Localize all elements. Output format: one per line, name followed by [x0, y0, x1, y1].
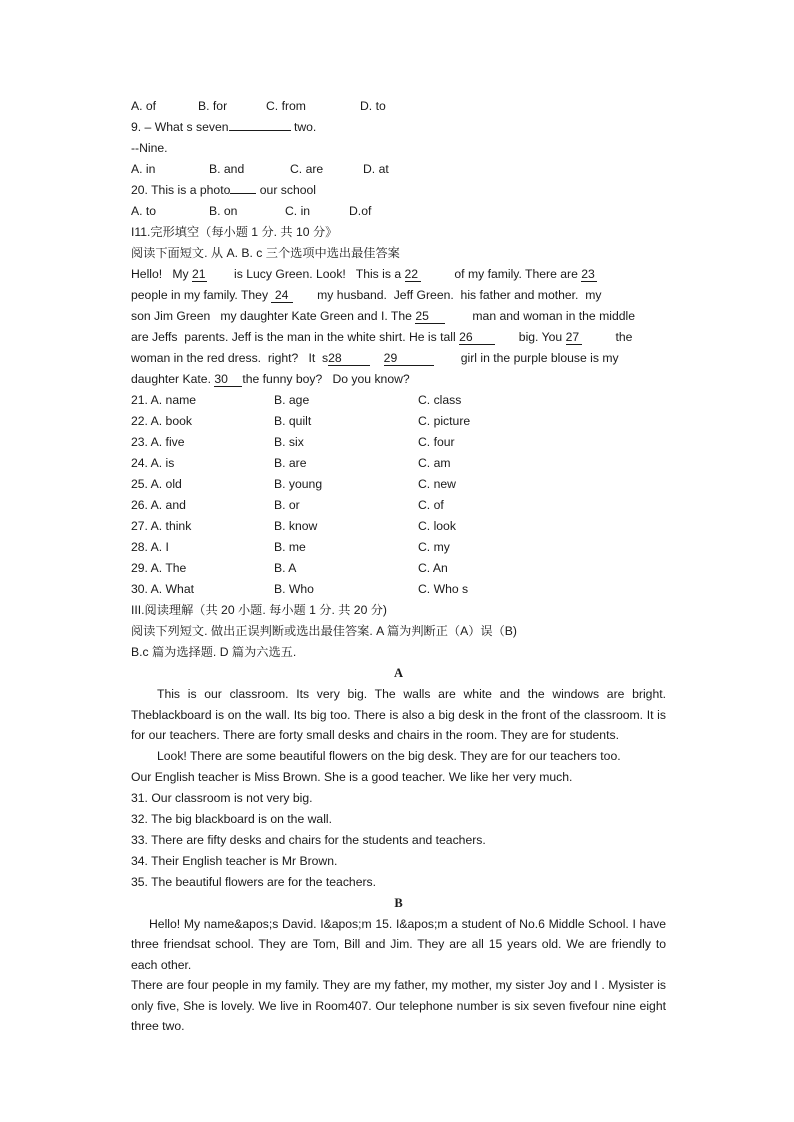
section3-instruction: 阅读下列短文. 做出正误判断或选出最佳答案. A 篇为判断正（A）误（B): [131, 624, 517, 638]
section3-instruction-cont: B.c 篇为选择题. D 篇为六选五.: [131, 645, 297, 659]
cloze-option-row: [131, 390, 666, 411]
passage-b-heading: B: [394, 895, 403, 910]
q20-option-b: B. on: [209, 204, 238, 218]
exam-page: [131, 96, 666, 1037]
cloze-option: C. of: [418, 498, 444, 512]
cloze-option: B. me: [274, 540, 306, 554]
question-35: 35. The beautiful flowers are for the teachers.: [131, 874, 377, 889]
cloze-options: [131, 390, 666, 600]
cloze-option-row: [131, 537, 666, 558]
question-33: 33. There are fifty desks and chairs for the students and teachers.: [131, 832, 486, 847]
cloze-option: C. class: [418, 393, 462, 407]
cloze-option: C. look: [418, 519, 456, 533]
q8-option-c: C. from: [266, 99, 306, 113]
cloze-option: C. my: [418, 540, 450, 554]
cloze-option: B. six: [274, 435, 304, 449]
cloze-option: C. four: [418, 435, 455, 449]
cloze-option: C. An: [418, 561, 448, 575]
q20-option-d: D.of: [349, 204, 372, 218]
q20-option-c: C. in: [285, 204, 311, 218]
cloze-option: C. am: [418, 456, 451, 470]
cloze-option: 21. A. name: [131, 393, 197, 407]
cloze-option: B. A: [274, 561, 297, 575]
answer-blank: [230, 193, 256, 194]
cloze-line-5: woman in the red dress. right? It s28 29 girl in the purple blouse is my: [131, 351, 619, 365]
q8-option-b: B. for: [198, 99, 228, 113]
section2-title: I11.完形填空（每小题 1 分. 共 10 分》: [131, 225, 338, 239]
q8-option-d: D. to: [360, 99, 386, 113]
cloze-option: C. new: [418, 477, 456, 491]
cloze-option: B. or: [274, 498, 300, 512]
cloze-option: B. are: [274, 456, 307, 470]
q9-option-a: A. in: [131, 162, 156, 176]
passage-a-paragraph-1: This is our classroom. Its very big. The walls are white and the windows are bright. Theblackboard is on the wall. Its big too. There is also a big desk in the front of the classroom. It is for our teachers. There are forty small desks and chairs in the room. They are for students.: [131, 687, 666, 742]
q8-options: [131, 96, 666, 117]
q20-options: [131, 201, 666, 222]
cloze-option: C. picture: [418, 414, 471, 428]
cloze-option: 24. A. is: [131, 456, 175, 470]
cloze-option: 22. A. book: [131, 414, 192, 428]
cloze-line-1: Hello! My 21 is Lucy Green. Look! This is a 22 of my family. There are 23: [131, 264, 666, 285]
cloze-option: 30. A. What: [131, 582, 195, 596]
cloze-option: 26. A. and: [131, 498, 186, 512]
passage-b-paragraph-1: Hello! My name&apos;s David. I&apos;m 15. I&apos;m a student of No.6 Middle School. I have three friendsat school. They are Tom, Bill and Jim. They are all 15 years old. We are friendly to each other.: [131, 916, 666, 972]
cloze-option: B. Who: [274, 582, 314, 596]
cloze-line-3: son Jim Green my daughter Kate Green and I. The 25 man and woman in the middle: [131, 309, 635, 323]
q9-options: [131, 159, 666, 180]
cloze-option-row: [131, 495, 666, 516]
question-34: 34. Their English teacher is Mr Brown.: [131, 853, 338, 868]
cloze-option: B. quilt: [274, 414, 312, 428]
q9-option-c: C. are: [290, 162, 324, 176]
question-31: 31. Our classroom is not very big.: [131, 790, 313, 805]
cloze-option-row: [131, 432, 666, 453]
cloze-option: B. age: [274, 393, 310, 407]
passage-a-paragraph-2-cont: Our English teacher is Miss Brown. She is a good teacher. We like her very much.: [131, 769, 573, 784]
cloze-option-row: [131, 411, 666, 432]
section2-instruction: 阅读下面短文. 从 A. B. c 三个选项中选出最佳答案: [131, 246, 400, 260]
cloze-option: 27. A. think: [131, 519, 192, 533]
cloze-option-row: [131, 453, 666, 474]
q20-stem: 20. This is a photo our school: [131, 183, 316, 197]
cloze-option: 29. A. The: [131, 561, 187, 575]
cloze-option-row: [131, 516, 666, 537]
cloze-line-2: people in my family. They 24 my husband. Jeff Green. his father and mother. my: [131, 288, 602, 302]
section3-title: III.阅读理解（共 20 小题. 每小题 1 分. 共 20 分): [131, 603, 387, 617]
cloze-option: 28. A. I: [131, 540, 169, 554]
cloze-line-4: are Jeffs parents. Jeff is the man in the white shirt. He is tall 26 big. You 27 the: [131, 330, 633, 344]
cloze-line-6: daughter Kate. 30 the funny boy? Do you know?: [131, 372, 410, 386]
q8-option-a: A. of: [131, 99, 157, 113]
cloze-option: B. know: [274, 519, 318, 533]
passage-a-heading: A: [393, 666, 404, 680]
question-32: 32. The big blackboard is on the wall.: [131, 811, 332, 826]
cloze-option-row: [131, 579, 666, 600]
cloze-option: 25. A. old: [131, 477, 182, 491]
q9-option-b: B. and: [209, 162, 245, 176]
answer-blank: [229, 130, 291, 131]
q9-stem: 9. – What s seven two.: [131, 120, 317, 134]
cloze-option-row: [131, 474, 666, 495]
q20-option-a: A. to: [131, 204, 157, 218]
cloze-option: B. young: [274, 477, 323, 491]
cloze-option: C. Who s: [418, 582, 469, 596]
q9-option-d: D. at: [363, 162, 389, 176]
passage-a-paragraph-2: Look! There are some beautiful flowers on the big desk. They are for our teachers too.: [157, 748, 621, 763]
q9-answer: --Nine.: [131, 141, 168, 155]
cloze-option-row: [131, 558, 666, 579]
passage-b-paragraph-2: There are four people in my family. They are my father, my mother, my sister Joy and I . Mysister is only five, She is lovely. We live in Room407. Our telephone number is six seven fivefour nine eight three two.: [131, 978, 666, 1033]
cloze-option: 23. A. five: [131, 435, 185, 449]
